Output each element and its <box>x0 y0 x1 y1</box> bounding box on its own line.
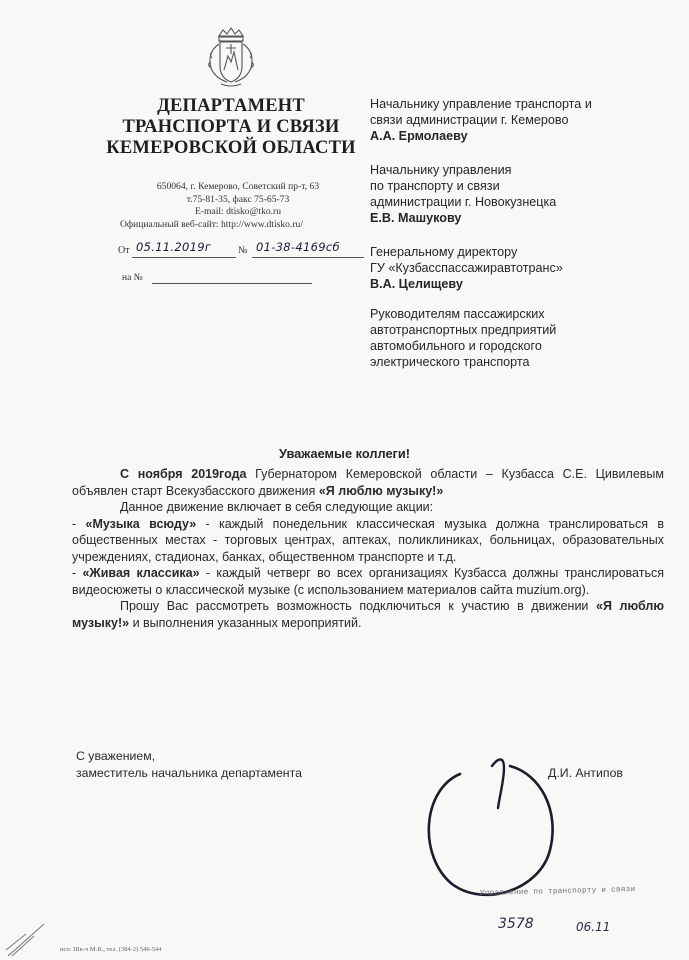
addressee-line: администрации г. Новокузнецка <box>370 195 557 209</box>
addressee-block <box>370 96 682 388</box>
date-number-line <box>118 237 368 261</box>
paragraph-text: - каждый четверг во всех организациях Кузбасса должны транслироваться видеосюжеты о классической музыке (с использованием материалов сайта muzium.org). <box>72 566 664 597</box>
number-label: № <box>238 245 248 256</box>
addressee <box>370 162 682 226</box>
date-label: От <box>118 245 130 256</box>
closing-block <box>76 748 302 782</box>
addressee-line: Руководителям пассажирских <box>370 307 545 321</box>
addressee <box>370 306 682 370</box>
addressee-name: Е.В. Машукову <box>370 211 462 225</box>
reference-label: на № <box>122 273 143 283</box>
paragraph: Данное движение включает в себя следующие акции: <box>120 500 434 514</box>
paragraph <box>72 598 664 631</box>
paragraph-text: Прошу Вас рассмотреть возможность подключиться к участию в движении <box>120 599 596 613</box>
addressee-line: связи администрации г. Кемерово <box>370 113 569 127</box>
addressee-line: электрического транспорта <box>370 355 530 369</box>
movement-name: «Я люблю музыку!» <box>318 483 444 498</box>
stamp-text: Управление по транспорту и связи <box>479 885 636 899</box>
greeting: Уважаемые коллеги! <box>278 446 411 461</box>
paragraph <box>72 516 664 566</box>
signature-icon <box>400 734 570 904</box>
addressee-line: ГУ «Кузбасспассажиравтотранс» <box>370 261 563 275</box>
addressee-line: автомобильного и городского <box>370 339 542 353</box>
bullet-dash: - <box>72 516 86 531</box>
executor-line: исп. Шк-ч М.В., тел. (384-2) 546-544 <box>60 946 162 953</box>
closing-salutation: С уважением, <box>76 749 156 763</box>
email-line: E-mail: dtisko@tko.ru <box>194 206 282 217</box>
dept-line: КЕМЕРОВСКОЙ ОБЛАСТИ <box>106 138 356 158</box>
reference-line <box>122 273 312 287</box>
handwritten-number: 01-38-4169сб <box>256 240 340 254</box>
addressee-name: А.А. Ермолаеву <box>370 129 468 143</box>
dept-line: ДЕПАРТАМЕНТ <box>157 96 305 116</box>
movement-name: «Я люблю музыку!» <box>72 599 664 630</box>
coat-of-arms-icon <box>197 22 265 90</box>
action-name: «Музыка всюду» <box>85 516 197 531</box>
handwritten-mark-icon <box>4 922 48 958</box>
address-line: 650064, г. Кемерово, Советский пр-т, 63 <box>156 181 320 192</box>
signer-position: заместитель начальника департамента <box>76 766 302 780</box>
addressee <box>370 244 682 292</box>
addressee-line: автотранспортных предприятий <box>370 323 557 337</box>
emphasis-date: С ноября 2019года <box>120 467 247 481</box>
action-name: «Живая классика» <box>82 566 200 580</box>
paragraph <box>72 565 664 598</box>
paragraph-text: - каждый понедельник классическая музыка должна транслироваться в общественных местах - торговых центрах, аптеках, поликлиниках, больницах, образовательных учреждениях, стадионах, банках, общественном транспорте и т.д. <box>72 516 665 564</box>
addressee-line: Начальнику управления <box>370 163 512 177</box>
addressee-line: по транспорту и связи <box>370 179 500 193</box>
address-block <box>108 181 368 231</box>
paragraph-text: Губернатором Кемеровской области – Кузбасса С.Е. Цивилевым объявлен старт Всекузбасского движения <box>72 467 664 498</box>
paragraph <box>72 466 664 499</box>
registration-date: 06.11 <box>576 920 611 934</box>
signer-name: Д.И. Антипов <box>548 766 623 780</box>
department-title <box>100 96 362 159</box>
letter-body <box>72 466 664 631</box>
website-line: Официальный веб-сайт: http://www.dtisko.ru/ <box>120 218 303 230</box>
registration-stamp <box>478 882 668 946</box>
addressee-line: Начальнику управление транспорта и <box>370 97 592 111</box>
paragraph-text: и выполнения указанных мероприятий. <box>129 615 362 630</box>
addressee <box>370 96 682 144</box>
registration-number: 3578 <box>498 916 534 932</box>
dept-line: ТРАНСПОРТА И СВЯЗИ <box>122 117 340 137</box>
phone-line: т.75-81-35, факс 75-65-73 <box>186 193 290 205</box>
bullet-dash: - <box>72 566 83 580</box>
handwritten-date: 05.11.2019г <box>136 240 212 254</box>
addressee-line: Генеральному директору <box>370 245 518 259</box>
addressee-name: В.А. Целищеву <box>370 277 463 291</box>
